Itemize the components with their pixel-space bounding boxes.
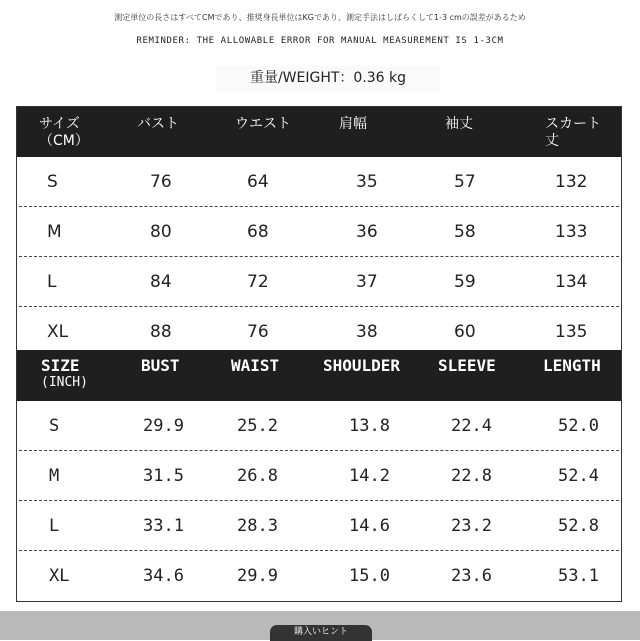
cell: XL: [47, 322, 69, 342]
footer-band: [0, 611, 640, 640]
inch-row-s: [17, 401, 621, 451]
cell: 72: [247, 272, 269, 292]
cell: S: [47, 172, 58, 192]
cell: S: [49, 416, 60, 436]
cell: M: [49, 466, 60, 486]
measurement-note-japanese: 測定単位の長さはすべてCMであり、推奨身長単位はKGであり、測定手法はしばらくして1-3 cmの誤差があるため: [114, 13, 526, 22]
cell: M: [47, 222, 62, 242]
cm-row-s: [17, 157, 621, 207]
cell: XL: [49, 566, 70, 586]
cell: L: [47, 272, 57, 292]
cell: 80: [150, 222, 172, 242]
cell: 15.0: [349, 566, 390, 586]
header-sleeve-cm: 袖丈: [445, 116, 473, 132]
cell: 31.5: [143, 466, 184, 486]
cell: 68: [247, 222, 269, 242]
measurement-reminder: REMINDER: THE ALLOWABLE ERROR FOR MANUAL MEASUREMENT IS 1-3CM: [136, 36, 504, 46]
weight-label: 重量/WEIGHT：0.36 kg: [216, 66, 440, 92]
cell: 23.6: [451, 566, 492, 586]
header-size-cm: サイズ （CM）: [39, 116, 89, 149]
cell: 22.4: [451, 416, 492, 436]
header-bust-cm: バスト: [137, 116, 179, 132]
cell: 52.0: [558, 416, 599, 436]
cell: 58: [454, 222, 476, 242]
purchase-tips-tab[interactable]: 購入いヒント: [270, 625, 372, 641]
cell: 29.9: [237, 566, 278, 586]
inch-header-row: [17, 350, 621, 401]
inch-row-l: [17, 501, 621, 551]
cell: 36: [356, 222, 378, 242]
cm-row-l: [17, 257, 621, 307]
inch-row-m: [17, 451, 621, 501]
inch-row-xl: [17, 551, 621, 601]
cell: 28.3: [237, 516, 278, 536]
cell: 57: [454, 172, 476, 192]
cell: 13.8: [349, 416, 390, 436]
cell: 26.8: [237, 466, 278, 486]
cm-row-m: [17, 207, 621, 257]
header-size-inch: SIZE (INCH): [41, 356, 88, 390]
cell: 53.1: [558, 566, 599, 586]
cell: 52.4: [558, 466, 599, 486]
cell: 84: [150, 272, 172, 292]
cell: 135: [555, 322, 588, 342]
cell: 64: [247, 172, 269, 192]
cell: 14.2: [349, 466, 390, 486]
header-shoulder-cm: 肩幅: [339, 116, 367, 132]
header-waist-cm: ウエスト: [235, 116, 291, 132]
cell: 52.8: [558, 516, 599, 536]
size-chart: [16, 106, 622, 602]
cell: 60: [454, 322, 476, 342]
cell: 34.6: [143, 566, 184, 586]
cell: 33.1: [143, 516, 184, 536]
cell: 132: [555, 172, 588, 192]
cell: 25.2: [237, 416, 278, 436]
cell: 38: [356, 322, 378, 342]
header-length-inch: LENGTH: [543, 356, 601, 375]
cell: 37: [356, 272, 378, 292]
header-waist-inch: WAIST: [231, 356, 280, 375]
cell: 23.2: [451, 516, 492, 536]
cell: 134: [555, 272, 588, 292]
cell: 59: [454, 272, 476, 292]
header-sleeve-inch: SLEEVE: [438, 356, 496, 375]
cell: 88: [150, 322, 172, 342]
cell: 76: [247, 322, 269, 342]
cm-header-row: [17, 107, 621, 157]
cell: 35: [356, 172, 378, 192]
cell: L: [49, 516, 60, 536]
header-length-cm: スカート 丈: [545, 116, 601, 149]
header-shoulder-inch: SHOULDER: [323, 356, 401, 375]
cell: 22.8: [451, 466, 492, 486]
cell: 133: [555, 222, 588, 242]
cell: 14.6: [349, 516, 390, 536]
cell: 29.9: [143, 416, 184, 436]
cell: 76: [150, 172, 172, 192]
header-bust-inch: BUST: [141, 356, 180, 375]
